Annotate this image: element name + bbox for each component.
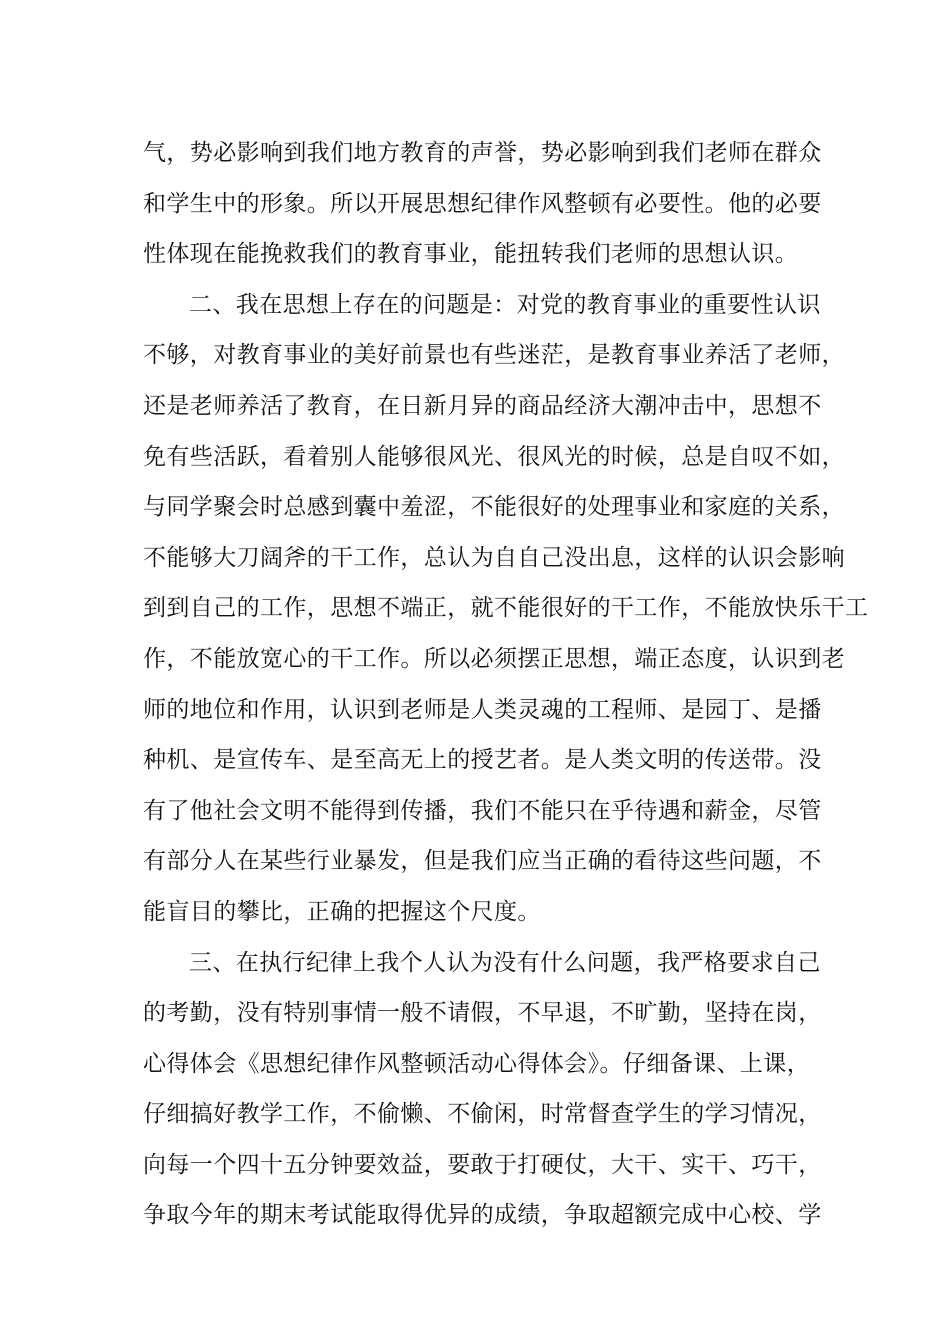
text-line: 到到自己的工作，思想不端正，就不能很好的干工作，不能放快乐干工: [143, 595, 869, 622]
body-text: [143, 128, 869, 1241]
text-line: 师的地位和作用，认识到老师是人类灵魂的工程师、是园丁、是播: [143, 696, 822, 723]
text-line: 有了他社会文明不能得到传播，我们不能只在乎待遇和薪金，尽管: [143, 797, 822, 824]
text-line: 向每一个四十五分钟要效益，要敢于打硬仗，大干、实干、巧干，: [143, 1151, 822, 1178]
text-line: 不能够大刀阔斧的干工作，总认为自自己没出息，这样的认识会影响: [143, 544, 845, 571]
paragraph-3-first-line: 三、在执行纪律上我个人认为没有什么问题，我严格要求自己: [189, 949, 821, 976]
text-line: 争取今年的期末考试能取得优异的成绩，争取超额完成中心校、学: [143, 1202, 822, 1229]
text-line: 有部分人在某些行业暴发，但是我们应当正确的看待这些问题，不: [143, 848, 822, 875]
text-line: 的考勤，没有特别事情一般不请假，不早退，不旷勤，坚持在岗，: [143, 1000, 822, 1027]
paragraph-2-first-line: 二、我在思想上存在的问题是：对党的教育事业的重要性认识: [189, 291, 821, 318]
text-line: 能盲目的攀比，正确的把握这个尺度。: [143, 898, 541, 925]
text-line: 和学生中的形象。所以开展思想纪律作风整顿有必要性。他的必要: [143, 190, 822, 217]
text-line: 与同学聚会时总感到囊中羞涩，不能很好的处理事业和家庭的关系，: [143, 494, 845, 521]
text-line: 种机、是宣传车、是至高无上的授艺者。是人类文明的传送带。没: [143, 747, 822, 774]
text-line: 不够，对教育事业的美好前景也有些迷茫，是教育事业养活了老师，: [143, 342, 845, 369]
text-line: 性体现在能挽救我们的教育事业，能扭转我们老师的思想认识。: [143, 241, 799, 268]
text-line: 气，势必影响到我们地方教育的声誉，势必影响到我们老师在群众: [143, 140, 822, 166]
text-line: 仔细搞好教学工作，不偷懒、不偷闲，时常督查学生的学习情况，: [143, 1101, 822, 1128]
text-line: 还是老师养活了教育，在日新月异的商品经济大潮冲击中，思想不: [143, 392, 822, 419]
text-line: 作，不能放宽心的干工作。所以必须摆正思想，端正态度，认识到老: [143, 645, 845, 672]
text-line: 免有些活跃，看着别人能够很风光、很风光的时候，总是自叹不如，: [143, 443, 845, 470]
text-line: 心得体会《思想纪律作风整顿活动心得体会》。仔细备课、上课，: [143, 1050, 811, 1077]
